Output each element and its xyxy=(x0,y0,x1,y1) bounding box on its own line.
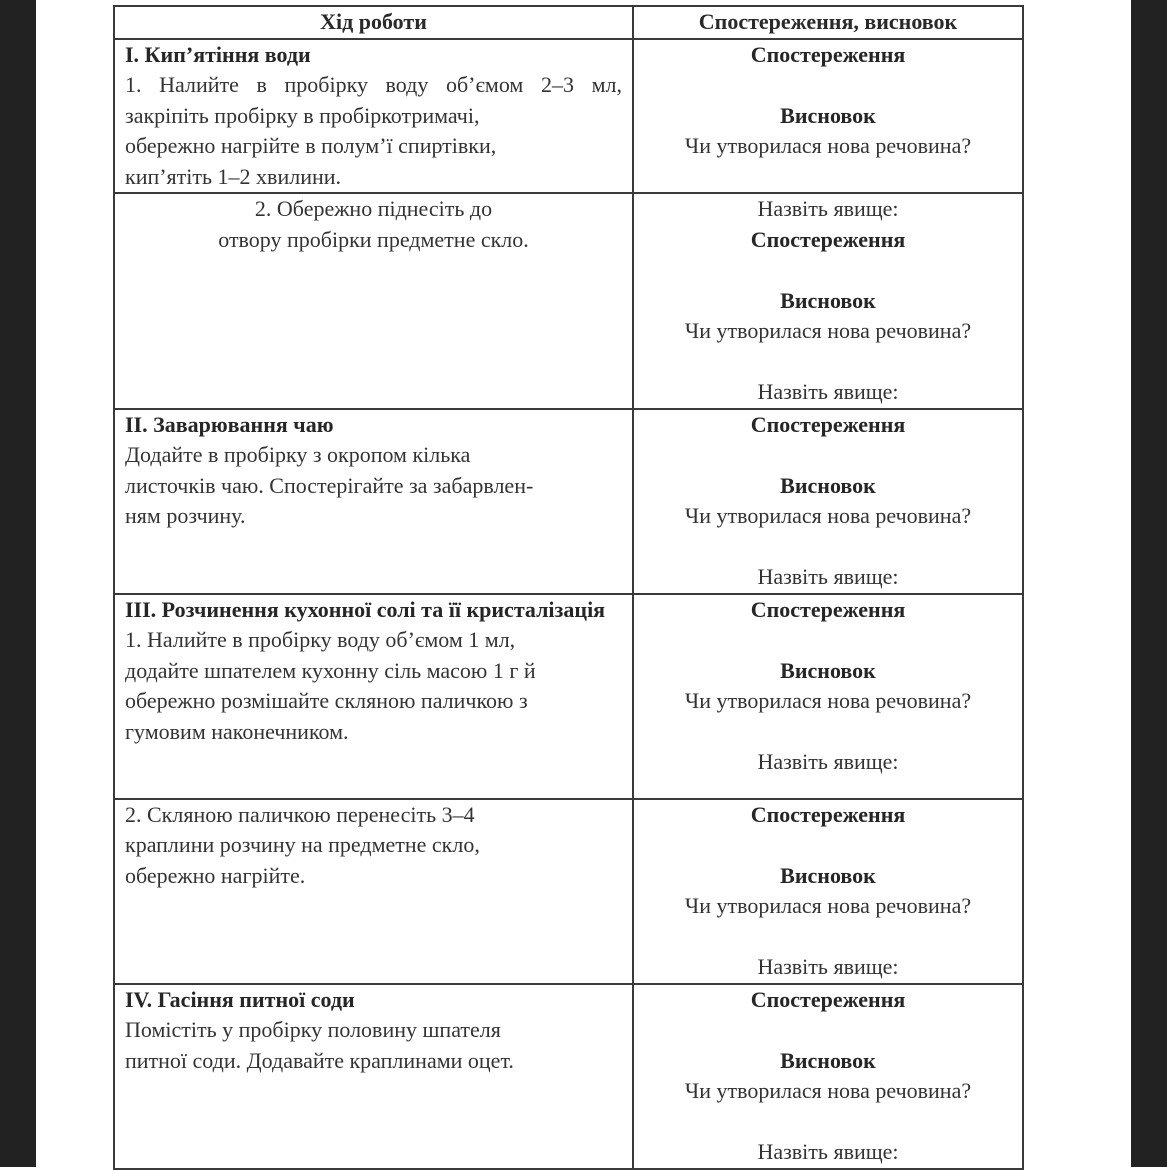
observation-label: Спостереження xyxy=(750,226,906,252)
question-text: Чи утворилася нова речовина? xyxy=(684,893,972,918)
procedure-cell xyxy=(114,799,633,984)
header-row xyxy=(114,6,1023,39)
observation-cell[interactable] xyxy=(633,193,1023,409)
table-row xyxy=(114,594,1023,799)
procedure-cell xyxy=(114,39,633,194)
observation-cell[interactable] xyxy=(633,984,1023,1169)
procedure-text: Додайте в пробірку з окропом кілька xyxy=(125,442,471,467)
procedure-text: 1. Налийте в пробірку воду об’ємом 2–3 мл, закріпіть пробірку в пробіркотримачі, xyxy=(125,72,622,128)
procedure-cell xyxy=(114,594,633,799)
phenomenon-label: Назвіть явище: xyxy=(757,749,899,774)
table-row xyxy=(114,39,1023,194)
conclusion-label: Висновок xyxy=(780,102,876,128)
observation-label: Спостереження xyxy=(750,801,906,827)
table-row xyxy=(114,799,1023,984)
phenomenon-label: Назвіть явище: xyxy=(757,1139,899,1164)
procedure-cell xyxy=(114,984,633,1169)
phenomenon-label: Назвіть явище: xyxy=(757,379,899,404)
conclusion-label: Висновок xyxy=(780,862,876,888)
phenomenon-label: Назвіть явище: xyxy=(757,564,899,589)
observation-cell[interactable] xyxy=(633,39,1023,194)
question-text: Чи утворилася нова речовина? xyxy=(684,688,972,713)
observation-cell[interactable] xyxy=(633,799,1023,984)
conclusion-label: Висновок xyxy=(780,472,876,498)
procedure-text: 2. Скляною паличкою перенесіть 3–4 xyxy=(125,801,475,827)
procedure-cell xyxy=(114,193,633,409)
procedure-text: краплини розчину на предметне скло, xyxy=(125,832,480,857)
header-procedure: Хід роботи xyxy=(114,6,633,39)
question-text: Чи утворилася нова речовина? xyxy=(684,318,972,343)
section-title: IV. Гасіння питної соди xyxy=(125,986,355,1012)
observation-label: Спостереження xyxy=(750,41,906,67)
question-text: Чи утворилася нова речовина? xyxy=(684,1078,972,1103)
procedure-text: листочків чаю. Спостерігайте за забарвлен- xyxy=(125,472,534,498)
observation-label: Спостереження xyxy=(750,986,906,1012)
table-row xyxy=(114,409,1023,594)
table-row xyxy=(114,984,1023,1169)
procedure-text: ням розчину. xyxy=(125,503,246,528)
procedure-text: Помістіть у пробірку половину шпателя xyxy=(125,1017,501,1042)
procedure-text: 1. Налийте в пробірку воду об’ємом 1 мл, xyxy=(125,627,516,652)
procedure-text: додайте шпателем кухонну сіль масою 1 г й xyxy=(125,657,536,683)
procedure-text: кип’ятіть 1–2 хвилини. xyxy=(125,163,342,189)
procedure-cell xyxy=(114,409,633,594)
observation-label: Спостереження xyxy=(750,411,906,437)
header-observation-conclusion: Спостереження, висновок xyxy=(633,6,1023,39)
table-row xyxy=(114,193,1023,409)
procedure-text: обережно нагрійте. xyxy=(125,862,306,888)
procedure-text: обережно нагрійте в полум’ї спиртівки, xyxy=(125,133,497,158)
section-title: ІІІ. Розчинення кухонної солі та її кристалізація xyxy=(125,596,606,622)
right-dark-margin xyxy=(1131,0,1167,1167)
procedure-text: обережно розмішайте скляною паличкою з xyxy=(125,688,528,713)
phenomenon-label: Назвіть явище: xyxy=(757,196,899,221)
question-text: Чи утворилася нова речовина? xyxy=(684,503,972,528)
section-title: ІІ. Заварювання чаю xyxy=(125,411,334,437)
procedure-text: отвору пробірки предметне скло. xyxy=(218,226,529,252)
procedure-text: 2. Обережно піднесіть до xyxy=(254,196,493,221)
lab-worksheet-table xyxy=(113,5,1024,1170)
observation-cell[interactable] xyxy=(633,594,1023,799)
procedure-text: питної соди. Додавайте краплинами оцет. xyxy=(125,1047,514,1073)
left-dark-margin xyxy=(0,0,36,1167)
conclusion-label: Висновок xyxy=(780,287,876,313)
observation-label: Спостереження xyxy=(750,596,906,622)
section-title: І. Кип’ятіння води xyxy=(125,41,311,67)
observation-cell[interactable] xyxy=(633,409,1023,594)
phenomenon-label: Назвіть явище: xyxy=(757,954,899,979)
conclusion-label: Висновок xyxy=(780,1047,876,1073)
conclusion-label: Висновок xyxy=(780,657,876,683)
procedure-text: гумовим наконечником. xyxy=(125,718,349,744)
question-text: Чи утворилася нова речовина? xyxy=(684,133,972,158)
